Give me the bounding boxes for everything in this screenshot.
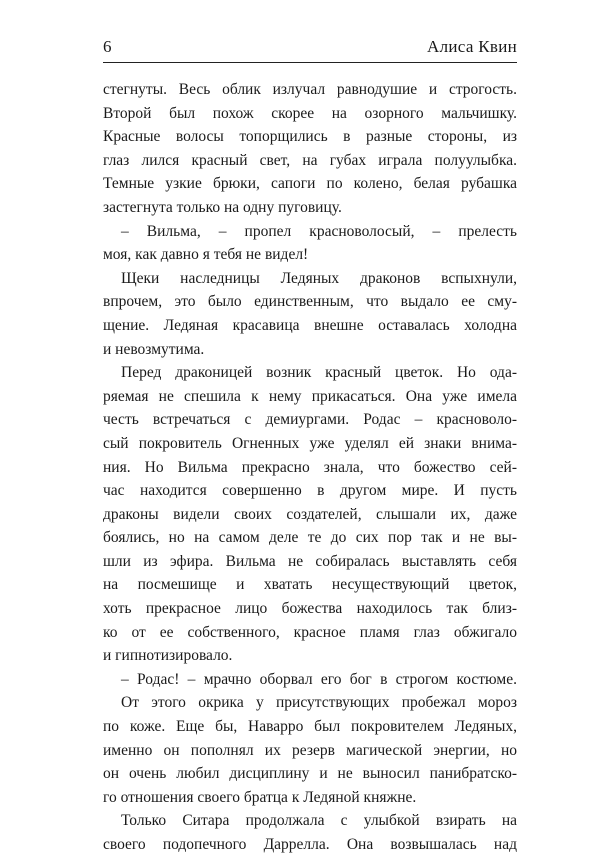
text-line: час находится совершенно в другом мире. И пусть bbox=[103, 482, 517, 500]
text-line: стегнуты. Весь облик излучал равнодушие и строгость. bbox=[103, 81, 517, 98]
text-line: на посмешище и хватать несуществующий цветок, bbox=[103, 576, 517, 594]
text-line: го отношения своего братца к Ледяной княжне. bbox=[103, 788, 417, 806]
text-line: по коже. Еще бы, Наварро был покровителем Ледяных, bbox=[103, 718, 517, 736]
text-line: ко от ее собственного, красное пламя глаз обжигало bbox=[103, 623, 517, 641]
text-line: глаз лился красный свет, на губах играла полуулыбка. bbox=[103, 151, 517, 169]
text-line: именно он пополнял их резерв магической энергии, но bbox=[103, 741, 517, 759]
text-line: моя, как давно я тебя не видел! bbox=[103, 246, 309, 264]
text-line: От этого окрика у присутствующих пробежал мороз bbox=[121, 694, 517, 712]
text-line: застегнута только на одну пуговицу. bbox=[103, 198, 342, 216]
text-line: сый покровитель Огненных уже уделял ей знаки внима- bbox=[103, 434, 517, 452]
text-line: ряемая не спешила к нему прикасаться. Она уже имела bbox=[103, 387, 517, 405]
text-line: Темные узкие брюки, сапоги по колено, белая рубашка bbox=[103, 175, 517, 193]
text-line: он очень любил дисциплину и не выносил панибратско- bbox=[103, 765, 517, 783]
text-line: щение. Ледяная красавица внешне оставалась холодна bbox=[103, 316, 517, 334]
running-header bbox=[103, 36, 517, 63]
page-number: 6 bbox=[103, 37, 112, 56]
text-line: Перед драконицей возник красный цветок. Но ода- bbox=[121, 364, 517, 382]
text-line: хоть прекрасное лицо божества находилось так близ- bbox=[103, 600, 517, 618]
text-line: Только Ситара продолжала с улыбкой взирать на bbox=[121, 812, 517, 830]
text-line: и гипнотизировало. bbox=[103, 647, 233, 665]
text-line: драконы видели своих создателей, слышали их, даже bbox=[103, 505, 517, 523]
text-line: Красные волосы топорщились в разные стороны, из bbox=[103, 128, 517, 146]
body-text bbox=[103, 78, 517, 857]
text-line: – Вильма, – пропел красноволосый, – прелесть bbox=[121, 222, 517, 240]
text-line: впрочем, это было единственным, что выдало ее сму- bbox=[103, 293, 517, 311]
text-line: – Родас! – мрачно оборвал его бог в строгом костюме. bbox=[121, 670, 517, 688]
text-line: и невозмутима. bbox=[103, 340, 205, 358]
text-line: шли из эфира. Вильма не собиралась выставлять себя bbox=[103, 552, 517, 570]
text-line: Второй был похож скорее на озорного мальчишку. bbox=[103, 104, 517, 122]
text-line: Щеки наследницы Ледяных драконов вспыхнули, bbox=[121, 269, 517, 287]
author-name: Алиса Квин bbox=[427, 37, 517, 56]
text-line: боялись, но на самом деле те до сих пор так и не вы- bbox=[103, 529, 517, 547]
text-line: своего подопечного Даррелла. Она возвышалась над bbox=[103, 836, 517, 853]
text-line: честь встречаться с демиургами. Родас – красноволо- bbox=[103, 411, 517, 429]
text-line: ния. Но Вильма прекрасно знала, что божество сей- bbox=[103, 458, 517, 476]
